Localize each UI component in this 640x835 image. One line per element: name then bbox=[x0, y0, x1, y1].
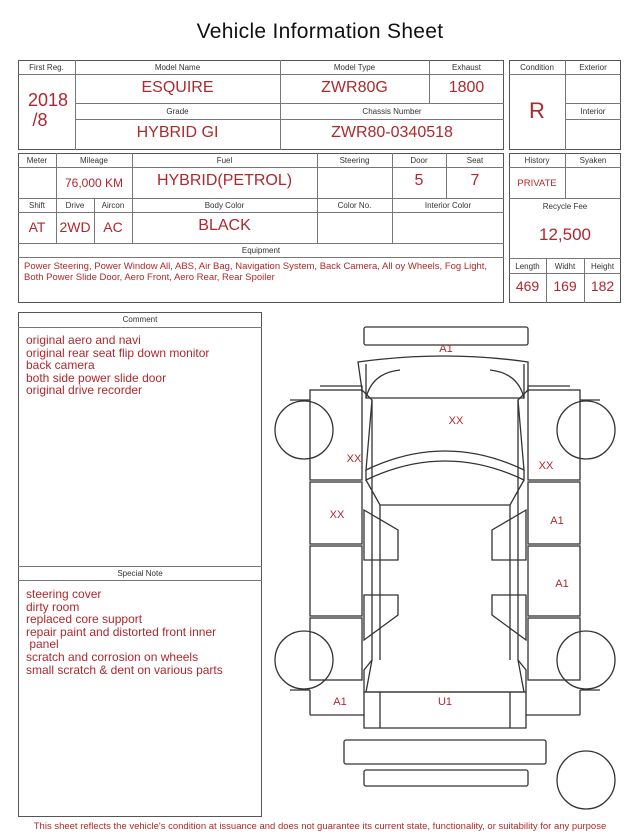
mileage-label: Mileage bbox=[79, 156, 108, 165]
door-label: Door bbox=[410, 156, 428, 165]
first-reg-label: First Reg. bbox=[29, 63, 64, 72]
rear-window bbox=[366, 660, 524, 692]
meter-label: Meter bbox=[26, 156, 48, 165]
comment-line: back camera bbox=[26, 358, 95, 373]
left-rear-quarter bbox=[310, 618, 362, 680]
first-reg-year: 2018 bbox=[27, 90, 69, 110]
history-label: History bbox=[524, 156, 550, 165]
left-front-fender bbox=[310, 390, 362, 480]
right-front-wheel bbox=[557, 401, 615, 459]
mark-rear-panel: U1 bbox=[437, 696, 453, 708]
exterior-label: Exterior bbox=[579, 63, 607, 72]
mark-right-rear-door: A1 bbox=[555, 578, 569, 590]
recycle-fee-label: Recycle Fee bbox=[542, 202, 588, 211]
interior-color-label: Interior Color bbox=[424, 201, 472, 210]
mark-right-front-door: A1 bbox=[550, 515, 564, 527]
left-front-wheel bbox=[275, 401, 333, 459]
rear-bumper-panel bbox=[344, 740, 546, 764]
height-value: 182 bbox=[590, 278, 615, 294]
exhaust-value: 1800 bbox=[448, 79, 485, 96]
recycle-fee-value: 12,500 bbox=[539, 225, 591, 244]
mark-left-front-fender: XX bbox=[346, 453, 362, 465]
condition-grade: R bbox=[529, 98, 545, 123]
car-damage-diagram bbox=[268, 318, 628, 818]
drive-value: 2WD bbox=[59, 219, 91, 235]
syaken-label: Syaken bbox=[579, 156, 607, 165]
special-note-line: dirty room bbox=[26, 599, 80, 614]
comment-line: original drive recorder bbox=[26, 383, 143, 398]
windshield bbox=[366, 400, 524, 470]
body-color-label: Body Color bbox=[204, 201, 245, 210]
equipment-list: Power Steering, Power Window All, ABS, Air Bag, Navigation System, Back Camera, All oy Wheels, Fog Light, Both Power Slide Door, Aero Front, Aero Rear, Rear Spoiler bbox=[24, 261, 488, 283]
chassis-number-value: ZWR80-0340518 bbox=[331, 124, 453, 141]
mark-front-bumper: A1 bbox=[439, 343, 453, 355]
aircon-label: Aircon bbox=[101, 201, 125, 210]
seat-label: Seat bbox=[466, 156, 484, 165]
grade-label: Grade bbox=[166, 107, 189, 116]
model-type-value: ZWR80G bbox=[321, 79, 388, 96]
length-label: Length bbox=[515, 262, 540, 271]
height-label: Height bbox=[590, 262, 615, 271]
special-note-line: steering cover bbox=[26, 587, 102, 601]
left-front-window bbox=[364, 510, 398, 560]
mileage-value: 76,000 KM bbox=[64, 176, 124, 190]
shift-value: AT bbox=[28, 219, 46, 235]
left-rear-door bbox=[310, 546, 362, 616]
interior-label: Interior bbox=[580, 107, 606, 116]
left-rear-wheel bbox=[275, 631, 333, 689]
aircon-value: AC bbox=[103, 219, 123, 235]
special-note-line: repair paint and distorted front inner bbox=[26, 624, 217, 639]
mark-left-rear-quarter: A1 bbox=[333, 696, 347, 708]
spare-wheel bbox=[557, 751, 615, 809]
special-note-line: panel bbox=[26, 637, 59, 652]
disclaimer-footer: This sheet reflects the vehicle's condition at issuance and does not guarantee its current state, functionality, or suitability for any purpose bbox=[33, 821, 607, 832]
body-color-value: BLACK bbox=[198, 217, 251, 234]
door-value: 5 bbox=[414, 172, 424, 189]
comment-label: Comment bbox=[122, 315, 158, 324]
special-note-label: Special Note bbox=[117, 569, 163, 578]
comment-line: original aero and navi bbox=[26, 333, 141, 347]
hood-panel bbox=[366, 364, 524, 398]
right-front-window bbox=[492, 510, 526, 560]
chassis-number-label: Chassis Number bbox=[362, 107, 422, 116]
mark-hood: XX bbox=[448, 415, 464, 427]
rear-panel bbox=[364, 770, 528, 786]
grade-value: HYBRID GI bbox=[136, 124, 219, 141]
roof-panel bbox=[366, 480, 524, 505]
width-label: Widht bbox=[554, 262, 576, 271]
special-note-line: replaced core support bbox=[26, 612, 143, 627]
right-rear-wheel bbox=[557, 631, 615, 689]
fuel-value: HYBRID(PETROL) bbox=[156, 172, 293, 189]
right-front-fender bbox=[528, 390, 580, 480]
special-note-line: scratch and corrosion on wheels bbox=[26, 649, 199, 664]
right-rear-quarter bbox=[528, 618, 580, 680]
model-name-value: ESQUIRE bbox=[141, 79, 214, 96]
color-no-label: Color No. bbox=[337, 201, 372, 210]
history-value: PRIVATE bbox=[517, 178, 557, 189]
mark-right-front-fender: XX bbox=[538, 460, 554, 472]
condition-label: Condition bbox=[520, 63, 554, 72]
exhaust-label: Exhaust bbox=[452, 63, 481, 72]
model-name-label: Model Name bbox=[154, 63, 201, 72]
steering-label: Steering bbox=[339, 156, 370, 165]
fuel-label: Fuel bbox=[216, 156, 233, 165]
width-value: 169 bbox=[553, 278, 577, 294]
special-note-list bbox=[26, 588, 258, 676]
comment-list bbox=[26, 334, 258, 397]
right-rear-window bbox=[492, 595, 526, 640]
right-front-door bbox=[528, 482, 580, 544]
shift-label: Shift bbox=[28, 201, 45, 210]
mark-left-front-door: XX bbox=[329, 509, 345, 521]
comment-line: original rear seat flip down monitor bbox=[26, 345, 210, 360]
comment-line: both side power slide door bbox=[26, 370, 167, 385]
first-reg-month: /8 bbox=[32, 110, 48, 130]
sheet-title: Vehicle Information Sheet bbox=[196, 20, 444, 43]
special-note-line: small scratch & dent on various parts bbox=[26, 662, 223, 677]
length-value: 469 bbox=[515, 278, 540, 294]
model-type-label: Model Type bbox=[333, 63, 376, 72]
drive-label: Drive bbox=[65, 201, 85, 210]
seat-value: 7 bbox=[470, 172, 480, 189]
right-rear-door bbox=[528, 546, 580, 616]
equipment-label: Equipment bbox=[241, 246, 281, 255]
left-rear-window bbox=[364, 595, 398, 640]
